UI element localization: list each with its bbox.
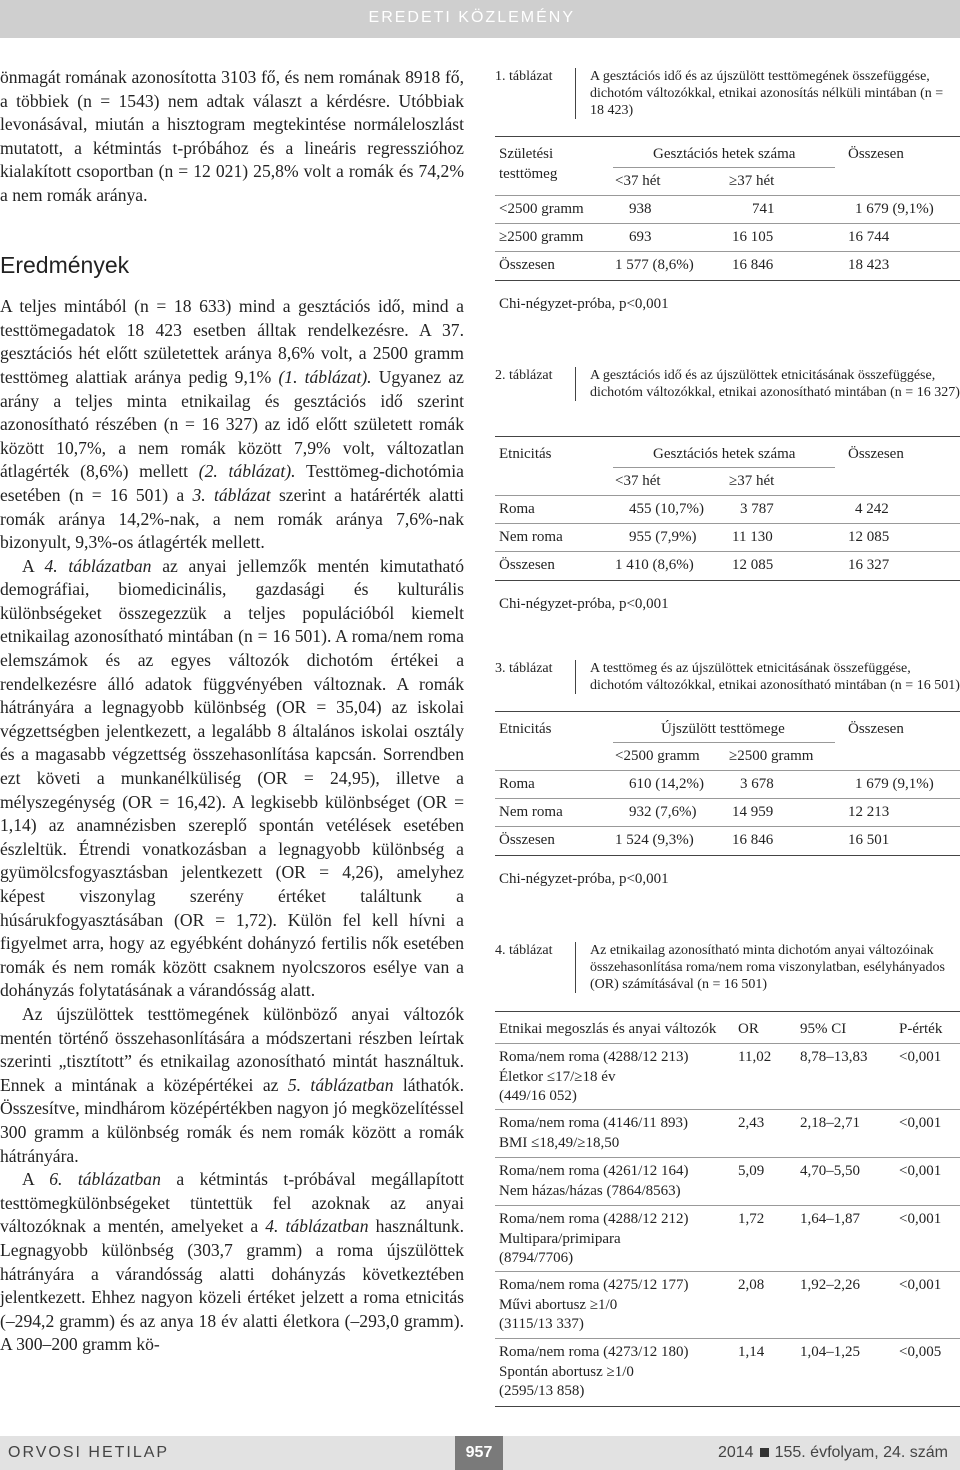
table4-cell: Roma/nem roma (4288/12 213) — [499, 1049, 689, 1065]
table4-cell: 4,70–5,50 — [800, 1163, 860, 1179]
table4-row-rule — [495, 1338, 960, 1339]
table4-header-rule — [495, 1043, 960, 1044]
table3-bottom-rule — [495, 855, 960, 856]
table1-cell: 16 105 — [732, 229, 774, 245]
table2-header-col: ≥37 hét — [729, 473, 775, 489]
year: 2014 — [717, 1444, 754, 1461]
table4-cell: Roma/nem roma (4275/12 177) — [499, 1277, 689, 1293]
table4-bottom-rule — [495, 1406, 960, 1407]
section-label: EREDETI KÖZLEMÉNY — [368, 9, 575, 26]
table2-chi-note: Chi-négyzet-próba, p<0,001 — [499, 596, 669, 612]
volume-issue: 155. évfolyam, 24. szám — [774, 1444, 948, 1461]
table2-top-rule — [495, 436, 960, 437]
table1-cell: 16 744 — [848, 229, 890, 245]
table2-cell: 955 (7,9%) — [629, 529, 697, 545]
table3-cell: 610 (14,2%) — [629, 776, 704, 792]
paragraph: Az újszülöttek testtömegének különböző anyai változók mentén történő összehasonlítására a módszertani részben leírtak szerinti „tisztított” és etnikailag azonosítható mintát használtuk. Ennek a mintának a középértékei az 5. táblázatban láthatók. Összesítve, mindhárom középértékben nagyon jó megközelítéssel 300 gramm a különbség romák és nem romák között a romák hátrányára. — [0, 1003, 464, 1166]
table2-cell: 1 410 (8,6%) — [615, 557, 694, 573]
table1-cell: 16 846 — [732, 257, 774, 273]
table4-cell: <0,001 — [899, 1277, 942, 1293]
table3-cell: 1 679 (9,1%) — [855, 776, 934, 792]
table1-header-row: testtömeg — [499, 166, 558, 182]
table1-header-group: Gesztációs hetek száma — [653, 146, 796, 162]
table4-cell: Multipara/primipara — [499, 1230, 621, 1247]
table3-row-rule — [495, 798, 960, 799]
table2-bottom-rule — [495, 580, 960, 581]
table2-cell: 11 130 — [732, 529, 773, 545]
table2-header-row: Etnicitás — [499, 446, 552, 462]
table2-cell: Összesen — [499, 557, 555, 573]
table3-cell: 3 678 — [740, 776, 774, 792]
paragraph: A teljes mintából (n = 18 633) mind a gesztációs idő, mind a testtömegadatok 18 423 esetben álltak rendelkezésre. A 37. gesztációs hét előtt születettek aránya 8,6% volt, a 2500 gramm testtömeg alattiak aránya pedig 9,1% (1. táblázat). Ugyanez az arány a teljes minta etnikailag és gesztációs idő szerint azonosítható részében (n = 16 327) az idő előtt született romák között 10,7%, a nem romák között 7,9% volt, változatlan átlagérték (8,6%) mellett (2. táblázat). Testtömeg-dichotómia esetében (n = 16 501) a 3. táblázat szerint a határérték alatti romák aránya 14,2%-nak, a nem romák aránya 7,6%-nak bizonyult, 9,3%-os átlagérték mellett. — [0, 296, 464, 553]
table4-cell: 1,92–2,26 — [800, 1277, 860, 1293]
table1-cell: 1 679 (9,1%) — [855, 201, 934, 217]
table4-cell: Spontán abortusz ≥1/0 — [499, 1363, 634, 1380]
table2-cell: 16 327 — [848, 557, 890, 573]
table4-header-col: Etnikai megoszlás és anyai változók — [499, 1021, 717, 1037]
table4-top-rule — [495, 1011, 960, 1012]
paragraph: önmagát romának azonosította 3103 fő, és nem romának 8918 fő, a többiek (n = 1543) nem adtak választ a kérdésre. Utóbbiak levonásával, miután a hisztogram megtekintése normáleloszlást mutatott, a kétmintás t-próbához és a lineáris regresszióhoz kialakított csoportban (n = 12 021) 25,8% volt a romák és 74,2% a nem romák aránya. — [0, 67, 464, 205]
table4-cell: Roma/nem roma (4288/12 212) — [499, 1211, 689, 1227]
table1-top-rule — [495, 136, 960, 137]
table4-cell: Művi abortusz ≥1/0 — [499, 1296, 618, 1313]
table4-cell: 1,14 — [738, 1344, 765, 1360]
paragraph: A 4. táblázatban az anyai jellemzők mentén kimutatható demográfiai, biomedicinális, gazdasági és kulturális különbségeket összegezzük a teljes populációból kiemelt etnikailag azonosítható mintában (n = 16 501). A roma/nem roma elemszámok és az egyes változók dichotóm értékei a rendelkezésre álló adatok függvényében változnak. A romák hátrányára a legnagyobb különbség (OR = 35,04) az iskolai végzettségben jelentkezett, a legalább 8 általános iskolai osztály és a magasabb végzettség összehasonlítása kapcsán. Sorrendben ezt követi a munkanélküliség (OR = 24,95), illetve a mélyszegénység (OR = 16,42). A legkisebb különbséget (OR = 1,14) az anamnézisben szereplő spontán vetélések esetében észleltük. Étrendi vonatkozásban a legnagyobb különbség a gyümölcsfogyasztásban jelentkezett (OR = 4,26), amelyhez képest viszonylag szerény értéket találtunk a húsárukfogyasztásában (OR = 1,72). Külön fel kell hívni a figyelmet arra, hogy az egyébként dohányzó fertilis nők esetében romák és nem romák között csaknem nyolcszoros esélye van a dohányzás folytatásának a várandósság alatt. — [0, 555, 464, 1001]
table1-chi-note: Chi-négyzet-próba, p<0,001 — [499, 296, 669, 312]
table4-cell: 1,64–1,87 — [800, 1211, 860, 1227]
table1-cell: 741 — [752, 201, 775, 217]
table4-cell: 2,18–2,71 — [800, 1115, 860, 1131]
table4-cell: (8794/7706) — [499, 1250, 574, 1266]
table1-number: 1. táblázat — [495, 69, 553, 84]
square-bullet-icon — [760, 1448, 769, 1457]
table1-sub-rule — [613, 167, 835, 168]
table4-cell: <0,001 — [899, 1163, 942, 1179]
table3-cell: 16 846 — [732, 832, 774, 848]
table2-cell: 12 085 — [848, 529, 890, 545]
table1-bottom-rule — [495, 280, 960, 281]
table1-header-rule — [495, 195, 960, 196]
table4-header-col: 95% CI — [800, 1021, 847, 1037]
table3-header-row: Etnicitás — [499, 721, 552, 737]
table4-cell: 8,78–13,83 — [800, 1049, 868, 1065]
table4-cell: (3115/13 337) — [499, 1316, 584, 1332]
table3-cell: 12 213 — [848, 804, 890, 820]
header-band — [0, 0, 960, 38]
page-number: 957 — [455, 1436, 503, 1470]
table3-cell: Roma — [499, 776, 535, 792]
table3-header-col: ≥2500 gramm — [729, 748, 814, 764]
table2-header-col: <37 hét — [615, 473, 661, 489]
table4-cell: <0,001 — [899, 1115, 942, 1131]
table2-header-rule — [495, 495, 960, 496]
table1-cell: 1 577 (8,6%) — [615, 257, 694, 273]
table3-top-rule — [495, 711, 960, 712]
table4-cell: Roma/nem roma (4146/11 893) — [499, 1115, 688, 1131]
table1-row-rule — [495, 251, 960, 252]
journal-name: ORVOSI HETILAP — [8, 1444, 170, 1461]
table3-header-total: Összesen — [848, 721, 904, 737]
table4-cell: 2,08 — [738, 1277, 765, 1293]
table4-cell: Nem házas/házas (7864/8563) — [499, 1182, 681, 1199]
table4-cell: 5,09 — [738, 1163, 765, 1179]
table3-header-col: <2500 gramm — [615, 748, 700, 764]
table2-cell: 12 085 — [732, 557, 774, 573]
table1-caption-text: A gesztációs idő és az újszülött testtömegének összefüggése, dichotóm változókkal, etnikai azonosítás nélküli mintában (n = 18 423) — [575, 68, 960, 119]
table3-cell: Nem roma — [499, 804, 563, 820]
table4-number: 4. táblázat — [495, 943, 553, 958]
table4-cell: Roma/nem roma (4273/12 180) — [499, 1344, 689, 1360]
table1-header-row: Születési — [499, 146, 554, 162]
table3-cell: 16 501 — [848, 832, 890, 848]
table4-cell: (2595/13 858) — [499, 1383, 585, 1399]
table2-number: 2. táblázat — [495, 368, 553, 383]
table4-cell: <0,001 — [899, 1049, 942, 1065]
table3-cell: Összesen — [499, 832, 555, 848]
table3-cell: 14 959 — [732, 804, 774, 820]
table4-header-col: OR — [738, 1021, 759, 1037]
table4-cell: <0,001 — [899, 1211, 942, 1227]
table4-row-rule — [495, 1109, 960, 1110]
left-column — [0, 66, 464, 1357]
table2-header-group: Gesztációs hetek száma — [653, 446, 796, 462]
table1-cell: ≥2500 gramm — [499, 229, 584, 245]
table3-cell: 932 (7,6%) — [629, 804, 697, 820]
table3-header-rule — [495, 770, 960, 771]
table4-cell: 2,43 — [738, 1115, 765, 1131]
table4-cell: 11,02 — [738, 1049, 772, 1065]
table2-cell: 3 787 — [740, 501, 774, 517]
table4-cell: <0,005 — [899, 1344, 942, 1360]
page-footer — [0, 1436, 960, 1470]
table3-header-group: Újszülött testtömege — [661, 721, 785, 737]
table4-cell: Életkor ≤17/≥18 év — [499, 1068, 616, 1085]
table4-row-rule — [495, 1205, 960, 1206]
table4-row-rule — [495, 1157, 960, 1158]
table1-header-col: ≥37 hét — [729, 173, 775, 189]
table2-cell: Nem roma — [499, 529, 563, 545]
table1-header-col: <37 hét — [615, 173, 661, 189]
table2-cell: 455 (10,7%) — [629, 501, 704, 517]
table3-sub-rule — [613, 742, 835, 743]
table2-row-rule — [495, 523, 960, 524]
table4-cell: BMI ≤18,49/≥18,50 — [499, 1134, 620, 1151]
table4-cell: 1,72 — [738, 1211, 765, 1227]
table3-number: 3. táblázat — [495, 661, 553, 676]
table2-cell: 4 242 — [855, 501, 889, 517]
table2-caption-text: A gesztációs idő és az újszülöttek etnicitásának összefüggése, dichotóm változókkal, etnikai azonosítható mintában (n = 16 327) — [575, 367, 960, 401]
table2-header-total: Összesen — [848, 446, 904, 462]
table4-cell: 1,04–1,25 — [800, 1344, 860, 1360]
table4-row-rule — [495, 1271, 960, 1272]
paragraph: A 6. táblázatban a kétmintás t-próbával megállapított testtömegkülönbségeket tüntettük fel azoknak az anyai változóknak a mentén, amelyeket a 4. táblázatban használtunk. Legnagyobb különbség (303,7 gramm) a roma újszülöttek hátrányára a várandósság alatti dohányzás következtében jelentkezett. Ehhez nagyon közeli értéket jelzett a roma etnicitás (–294,2 gramm) és az anya 18 év alatti életkora (–293,0 gramm). A 300–200 gramm kö- — [0, 1169, 464, 1355]
table4-cell: (449/16 052) — [499, 1088, 577, 1104]
table4-header-col: P-érték — [899, 1021, 943, 1037]
table1-cell: 18 423 — [848, 257, 890, 273]
table1-cell: 938 — [629, 201, 652, 217]
table3-chi-note: Chi-négyzet-próba, p<0,001 — [499, 871, 669, 887]
table1-cell: 693 — [629, 229, 652, 245]
table3-row-rule — [495, 826, 960, 827]
table2-cell: Roma — [499, 501, 535, 517]
table4-cell: Roma/nem roma (4261/12 164) — [499, 1163, 689, 1179]
table1-cell: <2500 gramm — [499, 201, 584, 217]
table2-sub-rule — [613, 467, 835, 468]
table1-header-total: Összesen — [848, 146, 904, 162]
table4-caption-text: Az etnikailag azonosítható minta dichotóm anyai változóinak összehasonlítása roma/nem roma viszonylatban, esélyhányados (OR) számításával (n = 16 501) — [575, 942, 960, 993]
table1-cell: Összesen — [499, 257, 555, 273]
issue-info — [718, 1444, 948, 1462]
table1-row-rule — [495, 223, 960, 224]
section-heading: Eredmények — [0, 251, 130, 278]
table3-cell: 1 524 (9,3%) — [615, 832, 694, 848]
table3-caption-text: A testtömeg és az újszülöttek etnicitásának összefüggése, dichotóm változókkal, etnikai azonosítható mintában (n = 16 501) — [575, 660, 960, 694]
table2-row-rule — [495, 551, 960, 552]
